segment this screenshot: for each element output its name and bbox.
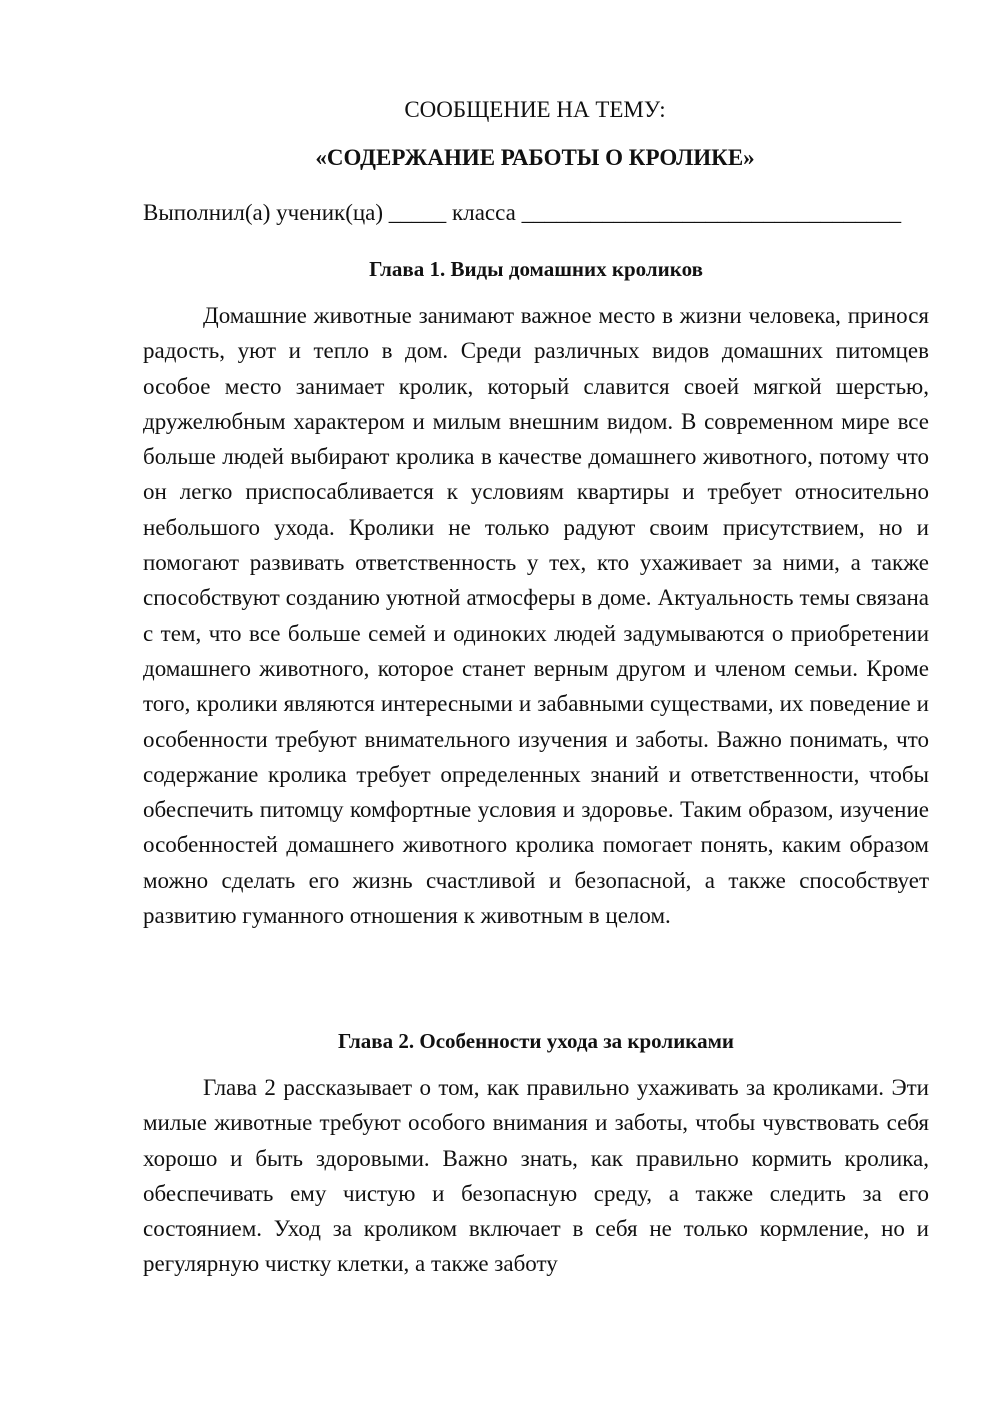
chapter-2-paragraph: Глава 2 рассказывает о том, как правильно ухаживать за кроликами. Эти милые животные требуют особого внимания и заботы, чтобы чувствовать себя хорошо и быть здоровыми. Важно знать, как правильно кормить кролика, обеспечивать ему чистую и безопасную среду, а также следить за его состоянием. Уход за кроликом включает в себя не только кормление, но и регулярную чистку клетки, а также заботу [143, 1075, 929, 1277]
author-line: Выполнил(а) ученик(ца) _____ класса _________________________________ [143, 200, 902, 225]
chapter-2-heading: Глава 2. Особенности ухода за кроликами [338, 1029, 734, 1053]
chapter-1-heading: Глава 1. Виды домашних кроликов [369, 257, 703, 281]
chapter-1-paragraph: Домашние животные занимают важное место в жизни человека, принося радость, уют и тепло в дом. Среди различных видов домашних питомцев особое место занимает кролик, который славится своей мягкой шерстью, дружелюбным характером и милым внешним видом. В современном мире все больше людей выбирают кролика в качестве домашнего животного, потому что он легко приспосабливается к условиям квартиры и требует относительно небольшого ухода. Кролики не только радуют своим присутствием, но и помогают развивать ответственность у тех, кто ухаживает за ними, а также способствуют созданию уютной атмосферы в доме. Актуальность темы связана с тем, что все больше семей и одиноких людей задумываются о приобретении домашнего животного, которое станет верным другом и членом семьи. Кроме того, кролики являются интересными и забавными существами, их поведение и особенности требуют внимательного изучения и заботы. Важно понимать, что содержание кролика требует определенных знаний и ответственности, чтобы обеспечить питомцу комфортные условия и здоровье. Таким образом, изучение особенностей домашнего животного кролика помогает понять, каким образом можно сделать его жизнь счастливой и безопасной, а также способствует развитию гуманного отношения к животным в целом. [143, 303, 929, 929]
document-title-line-2: «СОДЕРЖАНИЕ РАБОТЫ О КРОЛИКЕ» [315, 145, 755, 170]
document-title-line-1: СООБЩЕНИЕ НА ТЕМУ: [404, 97, 666, 122]
